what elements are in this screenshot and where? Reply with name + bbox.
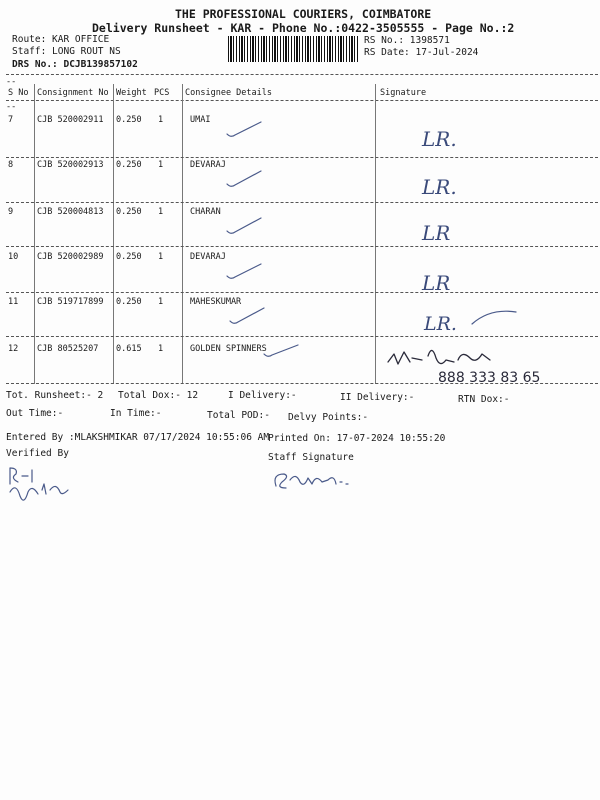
signature-initials [418,264,498,298]
column-line [182,84,183,384]
tot-runsheet: Tot. Runsheet:- 2 [6,390,104,401]
row-divider [6,292,598,293]
col-header-sno: S No [8,88,29,98]
row-consignee: UMAI [190,115,211,125]
printed-on: Printed On: 17-07-2024 10:55:20 [268,433,446,444]
divider [6,100,598,101]
column-line [375,84,376,384]
row-weight: 0.250 [116,207,142,217]
col-header-consignee: Consignee Details [185,88,272,98]
row-pcs: 1 [158,160,164,170]
row-consignee: GOLDEN SPINNERS [190,344,267,354]
row-consignee: MAHESKUMAR [190,297,242,307]
staff-signature-label: Staff Signature [268,452,354,463]
row-sno: 11 [8,297,19,307]
runsheet-subtitle: Delivery Runsheet - KAR - Phone No.:0422-3505555 - Page No.:2 [92,21,515,35]
signature-initials [418,214,498,248]
barcode [228,36,358,62]
company-title: THE PROFESSIONAL COURIERS, COIMBATORE [175,7,432,21]
staff: Staff: LONG ROUT NS [12,46,121,57]
column-line [34,84,35,384]
divider [6,74,598,75]
divider-marks: -- [6,102,17,112]
svg-text:LR.: LR. [422,127,457,151]
verifier-signature [4,462,74,512]
row-consignment: CJB 80525207 [37,344,99,354]
col-header-signature: Signature [380,88,427,98]
checkmark-icon [225,262,265,282]
checkmark-icon [225,168,265,190]
staff-signature [270,464,360,494]
signature-initials [420,306,540,338]
i-delivery: I Delivery:- [228,390,297,401]
rs-number: RS No.: 1398571 [364,35,450,46]
svg-text:LR.: LR. [424,313,457,335]
row-consignee: CHARAN [190,207,221,217]
row-pcs: 1 [158,344,164,354]
svg-text:LR: LR [422,221,451,245]
divider-marks: -- [6,77,17,87]
row-divider [6,157,598,158]
row-weight: 0.250 [116,115,142,125]
row-sno: 9 [8,207,14,217]
col-header-consignment: Consignment No [37,88,109,98]
svg-text:LR.: LR. [422,175,457,199]
rs-date: RS Date: 17-Jul-2024 [364,47,479,58]
row-consignee: DEVARAJ [190,160,226,170]
row-weight: 0.250 [116,160,142,170]
row-pcs: 1 [158,207,164,217]
verified-by-label: Verified By [6,448,69,459]
row-pcs: 1 [158,297,164,307]
drs-number: DRS No.: DCJB139857102 [12,59,138,70]
signature-initials [418,120,498,154]
checkmark-icon [228,305,268,327]
row-sno: 12 [8,344,19,354]
row-consignment: CJB 520002913 [37,160,104,170]
row-sno: 10 [8,252,19,262]
rtn-dox: RTN Dox:- [458,394,510,405]
ii-delivery: II Delivery:- [340,392,415,403]
checkmark-icon [262,344,302,360]
col-header-pcs: PCS [154,88,170,98]
row-consignee: DEVARAJ [190,252,226,262]
col-header-weight: Weight [116,88,147,98]
row-divider [6,202,598,203]
entered-by: Entered By :MLAKSHMIKAR 07/17/2024 10:55:06 AM [6,432,270,443]
row-weight: 0.250 [116,297,142,307]
svg-text:888 333 83 65: 888 333 83 65 [438,370,541,386]
column-line [113,84,114,384]
out-time: Out Time:- [6,408,64,419]
row-weight: 0.250 [116,252,142,262]
row-pcs: 1 [158,115,164,125]
row-consignment: CJB 520002911 [37,115,104,125]
row-consignment: CJB 520004813 [37,207,104,217]
checkmark-icon [225,215,265,237]
total-pod: Total POD:- [207,410,270,421]
checkmark-icon [225,120,265,140]
svg-text:LR: LR [422,271,451,295]
row-divider [6,246,598,247]
row-consignment: CJB 519717899 [37,297,104,307]
route: Route: KAR OFFICE [12,34,110,45]
row-weight: 0.615 [116,344,142,354]
row-sno: 7 [8,115,14,125]
signature-initials [418,168,498,202]
row-sno: 8 [8,160,14,170]
in-time: In Time:- [110,408,162,419]
row-consignment: CJB 520002989 [37,252,104,262]
handwritten-phone [436,364,586,390]
total-dox: Total Dox:- 12 [118,390,199,401]
delvy-points: Delvy Points:- [288,412,369,423]
row-pcs: 1 [158,252,164,262]
